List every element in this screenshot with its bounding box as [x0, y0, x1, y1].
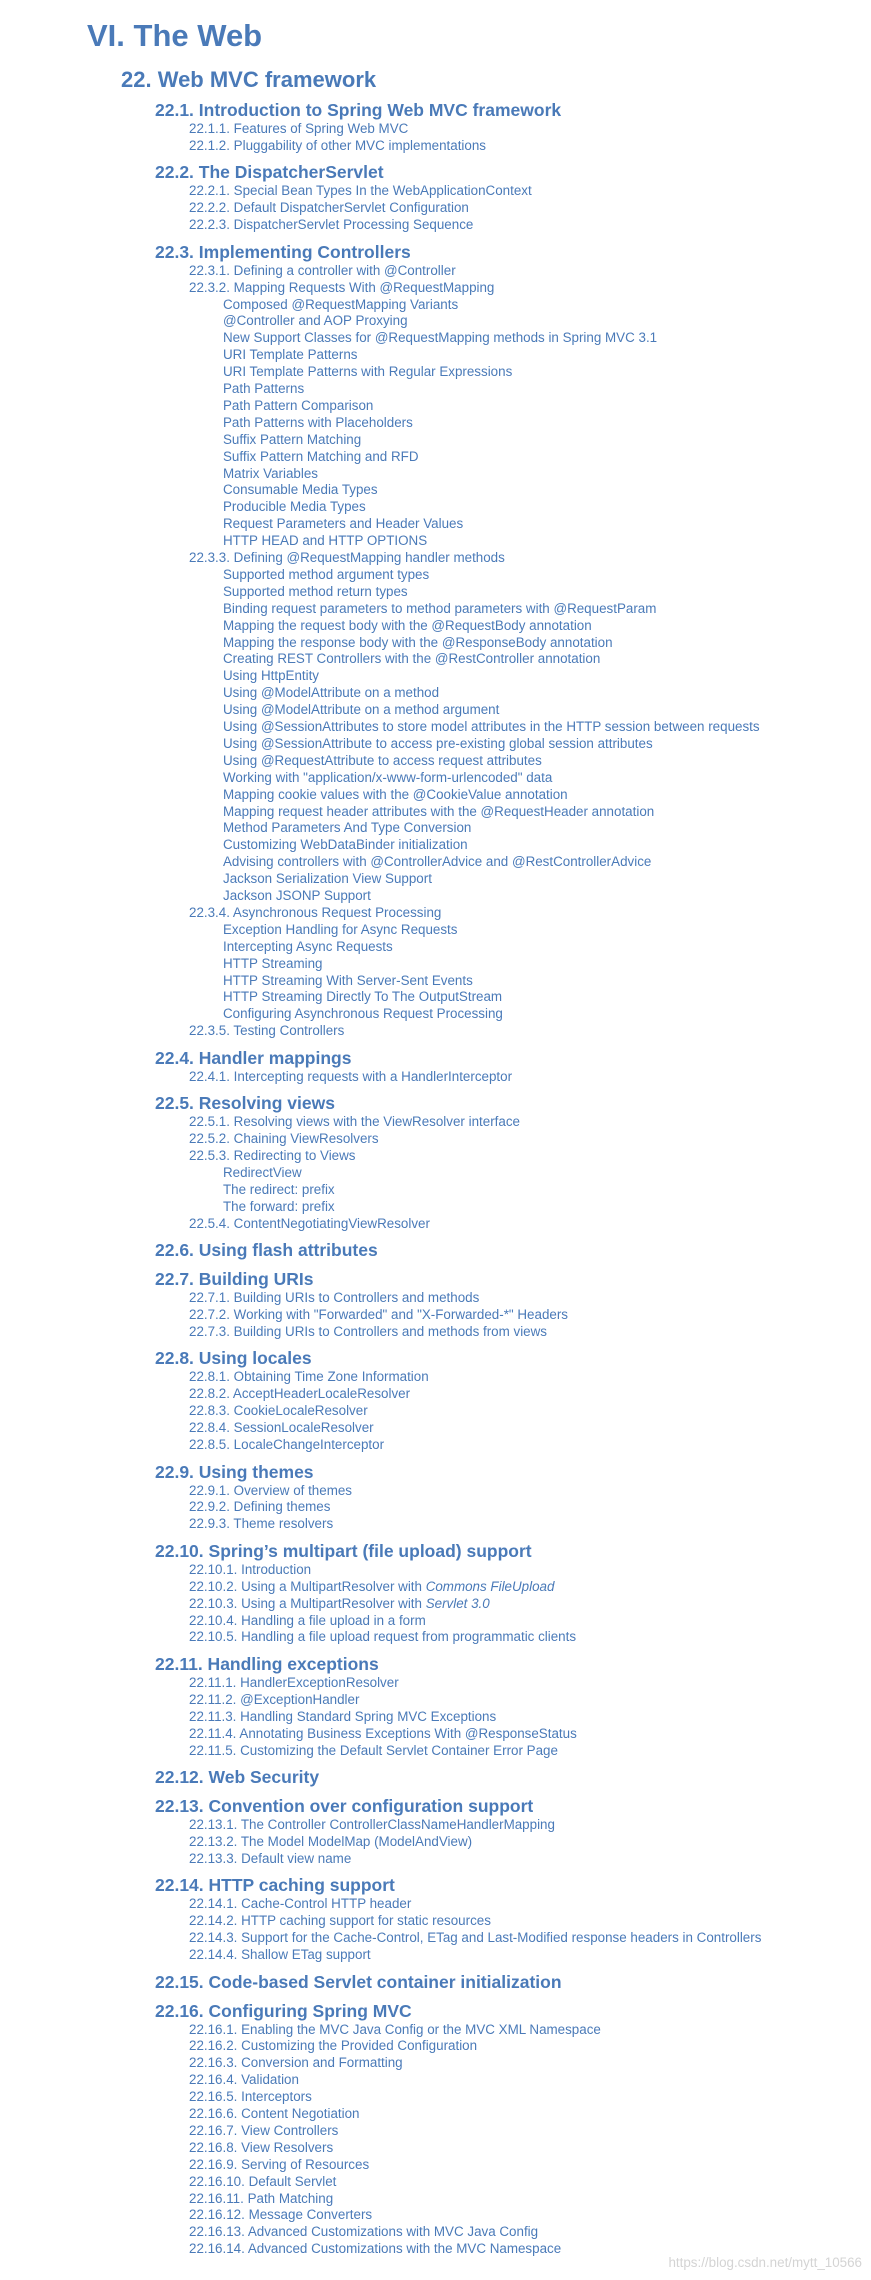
toc-subsection-link[interactable]: 22.16.10. Default Servlet	[189, 2173, 337, 2189]
toc-subsection-link[interactable]: 22.2.2. Default DispatcherServlet Configuration	[189, 200, 469, 216]
toc-topic-link[interactable]: RedirectView	[223, 1164, 302, 1180]
toc-subsection-link[interactable]: 22.9.3. Theme resolvers	[189, 1516, 334, 1532]
toc-topic-link[interactable]: Jackson Serialization View Support	[223, 871, 432, 887]
toc-subsection-link[interactable]: 22.10.1. Introduction	[189, 1561, 312, 1577]
toc-topic-link[interactable]: Working with "application/x-www-form-urlencoded" data	[223, 769, 553, 785]
toc-topic-link[interactable]: Request Parameters and Header Values	[223, 516, 464, 532]
toc-topic-link[interactable]: Supported method argument types	[223, 566, 430, 582]
toc-topic-link[interactable]: Using @ModelAttribute on a method	[223, 685, 440, 701]
toc-subsection-link[interactable]: 22.9.1. Overview of themes	[189, 1482, 352, 1498]
toc-subsection-link[interactable]: 22.14.3. Support for the Cache-Control, ETag and Last-Modified response headers in Controllers	[189, 1930, 762, 1946]
toc-section-link[interactable]: 22.6. Using flash attributes	[155, 1240, 378, 1261]
part-title: VI. The Web	[87, 18, 263, 53]
toc-subsection-link[interactable]: 22.16.6. Content Negotiation	[189, 2106, 360, 2121]
toc-subsection-link[interactable]: 22.14.1. Cache-Control HTTP header	[189, 1896, 412, 1912]
toc-subsection-link[interactable]: 22.3.3. Defining @RequestMapping handler methods	[189, 550, 505, 565]
toc-topic-link[interactable]: Method Parameters And Type Conversion	[223, 820, 472, 836]
toc-topic-link[interactable]: Mapping the request body with the @RequestBody annotation	[223, 617, 592, 633]
toc-section-link[interactable]: 22.11. Handling exceptions	[155, 1653, 379, 1674]
toc-subsection-link[interactable]: 22.16.14. Advanced Customizations with the MVC Namespace	[189, 2241, 562, 2257]
toc-subsection-link[interactable]: 22.11.1. HandlerExceptionResolver	[189, 1674, 399, 1690]
toc-topic-link[interactable]: Path Pattern Comparison	[223, 397, 374, 413]
toc-topic-link[interactable]: Creating REST Controllers with the @RestController annotation	[223, 651, 601, 667]
toc-subsection-link[interactable]: 22.2.1. Special Bean Types In the WebApplicationContext	[189, 183, 532, 199]
toc-section-link[interactable]: 22.1. Introduction to Spring Web MVC framework	[155, 100, 562, 120]
toc-topic-link[interactable]: URI Template Patterns	[223, 347, 358, 363]
toc-subsection-link[interactable]: 22.16.12. Message Converters	[189, 2207, 373, 2223]
toc-section-link[interactable]: 22.2. The DispatcherServlet	[155, 162, 384, 183]
toc-subsection-link[interactable]: 22.10.2. Using a MultipartResolver with Commons FileUpload	[189, 1578, 555, 1594]
toc-topic-link[interactable]: Using HttpEntity	[223, 668, 320, 684]
toc-topic-link[interactable]: The redirect: prefix	[223, 1181, 335, 1197]
toc-topic-link[interactable]: Path Patterns	[223, 381, 305, 396]
toc-subsection-link[interactable]: 22.1.1. Features of Spring Web MVC	[189, 121, 409, 136]
toc-topic-link[interactable]: Intercepting Async Requests	[223, 938, 393, 954]
toc-subsection-link[interactable]: 22.11.2. @ExceptionHandler	[189, 1691, 360, 1707]
toc-subsection-link[interactable]: 22.16.4. Validation	[189, 2072, 299, 2088]
toc-subsection-link[interactable]: 22.13.3. Default view name	[189, 1850, 352, 1866]
toc-subsection-link[interactable]: 22.16.3. Conversion and Formatting	[189, 2055, 403, 2071]
toc-subsection-link[interactable]: 22.14.4. Shallow ETag support	[189, 1947, 371, 1962]
toc-subsection-link[interactable]: 22.2.3. DispatcherServlet Processing Sequence	[189, 217, 474, 233]
toc-subsection-link[interactable]: 22.8.2. AcceptHeaderLocaleResolver	[189, 1386, 411, 1402]
toc-subsection-link[interactable]: 22.7.2. Working with "Forwarded" and "X-Forwarded-*" Headers	[189, 1307, 568, 1322]
toc-subsection-link[interactable]: 22.16.11. Path Matching	[189, 2190, 334, 2206]
toc-subsection-link[interactable]: 22.16.2. Customizing the Provided Configuration	[189, 2038, 478, 2054]
toc-subsection-link[interactable]: 22.14.2. HTTP caching support for static resources	[189, 1913, 491, 1929]
chapter-title: 22. Web MVC framework	[121, 67, 377, 92]
toc-italic-term: Commons FileUpload	[425, 1578, 555, 1594]
toc-topic-link[interactable]: Mapping cookie values with the @CookieValue annotation	[223, 786, 568, 802]
toc-topic-link[interactable]: HTTP Streaming	[223, 955, 323, 971]
toc-italic-term: Servlet 3.0	[425, 1595, 490, 1611]
toc-subsection-link[interactable]: 22.16.7. View Controllers	[189, 2122, 339, 2138]
toc-topic-link[interactable]: Composed @RequestMapping Variants	[223, 296, 459, 312]
toc-subsection-link[interactable]: 22.13.1. The Controller ControllerClassNameHandlerMapping	[189, 1817, 555, 1832]
toc-subsection-link[interactable]: 22.3.1. Defining a controller with @Controller	[189, 262, 456, 278]
toc-subsection-link[interactable]: 22.5.3. Redirecting to Views	[189, 1148, 356, 1163]
toc-section-link[interactable]: 22.14. HTTP caching support	[155, 1875, 395, 1896]
toc-section-link[interactable]: 22.16. Configuring Spring MVC	[155, 2000, 412, 2021]
toc-subsection-link[interactable]: 22.11.3. Handling Standard Spring MVC Exceptions	[189, 1708, 497, 1724]
toc-section-link[interactable]: 22.7. Building URIs	[155, 1269, 314, 1290]
toc-topic-link[interactable]: URI Template Patterns with Regular Expressions	[223, 364, 513, 380]
toc-topic-link[interactable]: Using @RequestAttribute to access request attributes	[223, 752, 542, 768]
toc-section-link[interactable]: 22.13. Convention over configuration support	[155, 1796, 534, 1816]
toc-topic-link[interactable]: Suffix Pattern Matching and RFD	[223, 448, 419, 464]
toc-topic-link[interactable]: HTTP HEAD and HTTP OPTIONS	[223, 533, 428, 549]
toc-topic-link[interactable]: Exception Handling for Async Requests	[223, 921, 458, 937]
toc-topic-link[interactable]: Path Patterns with Placeholders	[223, 414, 413, 430]
toc-section-link[interactable]: 22.10. Spring’s multipart (file upload) support	[155, 1540, 532, 1561]
toc-topic-link[interactable]: Using @SessionAttributes to store model attributes in the HTTP session between requests	[223, 719, 760, 734]
toc-section-link[interactable]: 22.3. Implementing Controllers	[155, 241, 411, 262]
toc-topic-link[interactable]: Consumable Media Types	[223, 482, 378, 498]
toc-topic-link[interactable]: Using @SessionAttribute to access pre-existing global session attributes	[223, 735, 653, 751]
toc-subsection-link[interactable]: 22.16.13. Advanced Customizations with MVC Java Config	[189, 2224, 539, 2240]
toc-subsection-link[interactable]: 22.4.1. Intercepting requests with a HandlerInterceptor	[189, 1068, 513, 1084]
toc-subsection-link[interactable]: 22.16.9. Serving of Resources	[189, 2156, 370, 2172]
toc-topic-link[interactable]: Advising controllers with @ControllerAdvice and @RestControllerAdvice	[223, 854, 652, 870]
toc-topic-link[interactable]: Binding request parameters to method parameters with @RequestParam	[223, 600, 657, 616]
toc-subsection-link[interactable]: 22.10.3. Using a MultipartResolver with Servlet 3.0	[189, 1595, 490, 1611]
toc-topic-link[interactable]: The forward: prefix	[223, 1198, 335, 1214]
toc-topic-link[interactable]: Customizing WebDataBinder initialization	[223, 837, 468, 853]
toc-topic-link[interactable]: New Support Classes for @RequestMapping methods in Spring MVC 3.1	[223, 330, 658, 346]
toc-topic-link[interactable]: Matrix Variables	[223, 465, 319, 481]
toc-section-link[interactable]: 22.4. Handler mappings	[155, 1047, 352, 1068]
toc-topic-link[interactable]: Configuring Asynchronous Request Processing	[223, 1006, 503, 1022]
toc-subsection-link[interactable]: 22.3.4. Asynchronous Request Processing	[189, 904, 442, 920]
toc-subsection-link[interactable]: 22.11.4. Annotating Business Exceptions With @ResponseStatus	[189, 1725, 577, 1741]
toc-topic-link[interactable]: Using @ModelAttribute on a method argument	[223, 702, 500, 718]
toc-subsection-link[interactable]: 22.3.5. Testing Controllers	[189, 1023, 345, 1039]
watermark: https://blog.csdn.net/mytt_10566	[668, 2255, 862, 2270]
toc-subsection-link[interactable]: 22.10.4. Handling a file upload in a form	[189, 1612, 426, 1628]
toc-section-link[interactable]: 22.12. Web Security	[155, 1767, 320, 1787]
toc-subsection-link[interactable]: 22.8.1. Obtaining Time Zone Information	[189, 1369, 429, 1385]
toc-subsection-link[interactable]: 22.5.2. Chaining ViewResolvers	[189, 1131, 379, 1147]
toc-subsection-link[interactable]: 22.16.1. Enabling the MVC Java Config or the MVC XML Namespace	[189, 2021, 601, 2037]
toc-subsection-link[interactable]: 22.7.1. Building URIs to Controllers and methods	[189, 1290, 480, 1306]
toc-subsection-link[interactable]: 22.8.3. CookieLocaleResolver	[189, 1403, 368, 1419]
toc-subsection-link[interactable]: 22.16.8. View Resolvers	[189, 2139, 334, 2155]
toc-section-link[interactable]: 22.8. Using locales	[155, 1348, 312, 1369]
toc-topic-link[interactable]: Jackson JSONP Support	[223, 888, 371, 903]
toc-topic-link[interactable]: HTTP Streaming Directly To The OutputStream	[223, 989, 503, 1005]
toc-subsection-link[interactable]: 22.13.2. The Model ModelMap (ModelAndView)	[189, 1833, 473, 1849]
toc-subsection-link[interactable]: 22.16.5. Interceptors	[189, 2089, 312, 2105]
toc-subsection-link[interactable]: 22.5.1. Resolving views with the ViewResolver interface	[189, 1114, 520, 1130]
toc-topic-link[interactable]: Mapping request header attributes with the @RequestHeader annotation	[223, 803, 655, 819]
toc-subsection-link[interactable]: 22.9.2. Defining themes	[189, 1499, 331, 1515]
toc-subsection-link[interactable]: 22.5.4. ContentNegotiatingViewResolver	[189, 1215, 430, 1231]
toc-topic-link[interactable]: HTTP Streaming With Server-Sent Events	[223, 972, 473, 988]
toc-subsection-link[interactable]: 22.8.5. LocaleChangeInterceptor	[189, 1437, 385, 1452]
toc-topic-link[interactable]: Suffix Pattern Matching	[223, 431, 362, 447]
toc-topic-link[interactable]: Supported method return types	[223, 583, 408, 599]
toc-topic-link[interactable]: Producible Media Types	[223, 499, 366, 515]
toc-section-link[interactable]: 22.15. Code-based Servlet container initialization	[155, 1971, 562, 1992]
toc-topic-link[interactable]: Mapping the response body with the @ResponseBody annotation	[223, 634, 613, 650]
toc-subsection-link[interactable]: 22.1.2. Pluggability of other MVC implementations	[189, 137, 486, 153]
toc-section-link[interactable]: 22.9. Using themes	[155, 1461, 314, 1482]
toc-subsection-link[interactable]: 22.8.4. SessionLocaleResolver	[189, 1420, 374, 1436]
toc-subsection-link[interactable]: 22.7.3. Building URIs to Controllers and methods from views	[189, 1323, 547, 1339]
toc-subsection-link[interactable]: 22.3.2. Mapping Requests With @RequestMapping	[189, 279, 495, 295]
toc-subsection-link[interactable]: 22.10.5. Handling a file upload request from programmatic clients	[189, 1629, 577, 1645]
toc-section-link[interactable]: 22.5. Resolving views	[155, 1093, 335, 1114]
toc-topic-link[interactable]: @Controller and AOP Proxying	[223, 313, 408, 329]
toc-subsection-link[interactable]: 22.11.5. Customizing the Default Servlet Container Error Page	[189, 1742, 558, 1758]
